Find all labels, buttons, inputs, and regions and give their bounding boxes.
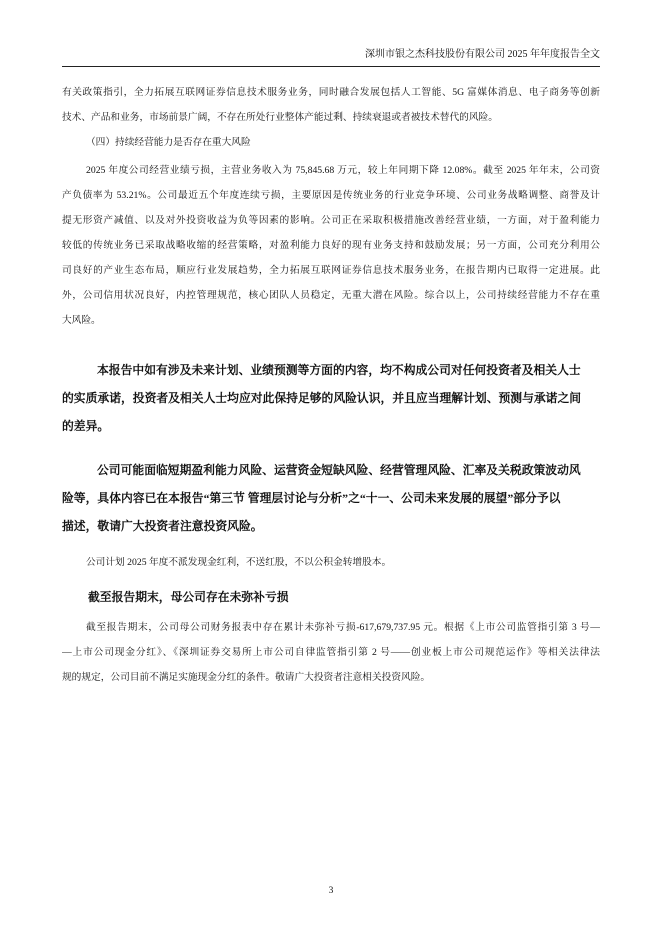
going-concern-heading: （四）持续经营能力是否存在重大风险 [86,137,251,148]
paragraph-line: 有关政策指引，全力拓展互联网证券信息技术服务业务，同时融合发展包括人工智能、5G 富媒体消息、电子商务等创新 [62,87,600,98]
paragraph-line: 提无形资产减值、以及对外投资收益为负等因素的影响。公司正在采取积极措施改善经营业绩，一方面，对于盈利能力 [62,215,600,226]
paragraph-line: 外，公司信用状况良好，内控管理规范，核心团队人员稳定，无重大潜在风险。综合以上，公司持续经营能力不存在重 [62,290,600,301]
paragraph-line: 司良好的产业生态布局，顺应行业发展趋势，全力拓展互联网证券信息技术服务业务，在报告期内已取得一定进展。此 [62,265,600,276]
paragraph-line: 产负债率为 53.21%。公司最近五个年度连续亏损，主要原因是传统业务的行业竞争环境、公司业务战略调整、商誉及计 [62,190,600,201]
paragraph-line: 大风险。 [62,315,101,326]
paragraph-line: 规的规定，公司目前不满足实施现金分红的条件。敬请广大投资者注意相关投资风险。 [62,672,431,683]
notice-line: 险等，具体内容已在本报告“第三节 管理层讨论与分析”之“十一、公司未来发展的展望”部分予以 [62,491,561,505]
paragraph-line: —上市公司现金分红》、《深圳证券交易所上市公司自律监管指引第 2 号——创业板上市公司规范运作》等相关法律法 [62,647,600,658]
paragraph-line: 较低的传统业务已采取战略收缩的经营策略，对盈利能力良好的现有业务支持和鼓励发展；另一方面，公司充分利用公 [62,240,600,251]
intro-paragraph [62,80,600,130]
uncovered-loss-heading: 截至报告期末，母公司存在未弥补亏损 [88,590,289,604]
notice-line: 描述，敬请广大投资者注意投资风险。 [62,519,263,533]
paragraph-line: 截至报告期末，公司母公司财务报表中存在累计未弥补亏损-617,679,737.95 元。根据《上市公司监管指引第 3 号— [86,622,600,633]
notice-line: 公司可能面临短期盈利能力风险、运营资金短缺风险、经营管理风险、汇率及关税政策波动风 [97,463,581,477]
uncovered-loss-paragraph [62,615,600,690]
forward-looking-notice [62,356,600,440]
running-header: 深圳市银之杰科技股份有限公司 2025 年年度报告全文 [365,49,600,60]
notice-line: 的实质承诺，投资者及相关人士均应对此保持足够的风险认识，并且应当理解计划、预测与承诺之间 [62,391,582,405]
paragraph-line: 技术、产品和业务，市场前景广阔，不存在所处行业整体产能过剩、持续衰退或者被技术替代的风险。 [62,112,498,123]
going-concern-paragraph [62,158,600,333]
risk-notice [62,456,600,540]
paragraph-line: 2025 年度公司经营业绩亏损，主营业务收入为 75,845.68 万元，较上年同期下降 12.08%。截至 2025 年年末，公司资 [86,165,600,176]
notice-line: 的差异。 [62,419,110,433]
notice-line: 本报告中如有涉及未来计划、业绩预测等方面的内容，均不构成公司对任何投资者及相关人士 [97,363,581,377]
page-number: 3 [328,886,334,896]
dividend-plan: 公司计划 2025 年度不派发现金红利，不送红股，不以公积金转增股本。 [86,557,392,568]
header-divider [62,66,600,67]
